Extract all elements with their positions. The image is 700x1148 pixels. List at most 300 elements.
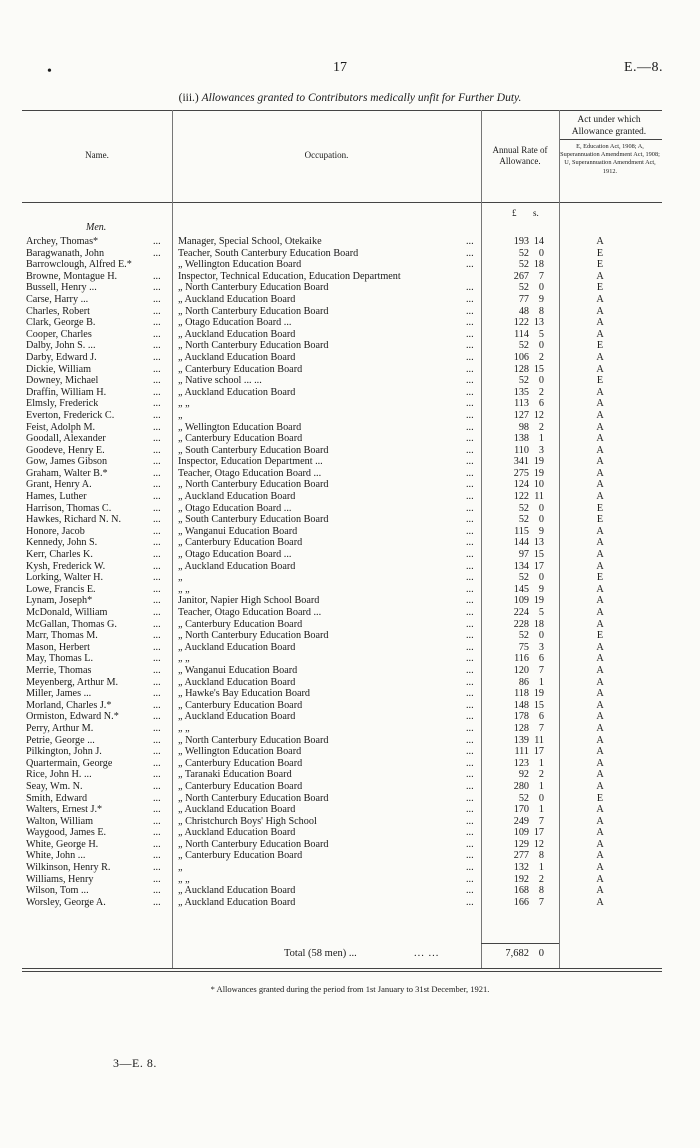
row-name-leader-dots: ... <box>153 421 161 433</box>
table-row <box>0 804 700 816</box>
row-pounds: 138 <box>513 433 529 445</box>
row-shillings: 19 <box>533 467 544 479</box>
row-pounds: 52 <box>518 282 529 294</box>
row-act: A <box>596 398 604 410</box>
row-shillings: 0 <box>538 514 544 526</box>
row-name-leader-dots: ... <box>153 444 161 456</box>
row-occupation: „ „ <box>178 583 190 595</box>
row-name: Bussell, Henry ... <box>26 282 97 294</box>
row-shillings: 0 <box>538 792 544 804</box>
row-act: A <box>596 815 604 827</box>
row-name: Honore, Jacob <box>26 525 85 537</box>
row-name: Downey, Michael <box>26 375 99 387</box>
row-act: E <box>596 792 604 804</box>
table-row <box>0 827 700 839</box>
row-shillings: 0 <box>538 340 544 352</box>
row-pounds: 52 <box>518 514 529 526</box>
row-shillings: 3 <box>538 444 544 456</box>
table-row <box>0 375 700 387</box>
row-shillings: 3 <box>538 641 544 653</box>
row-occupation: „ Canterbury Education Board <box>178 780 303 792</box>
row-pounds: 52 <box>518 340 529 352</box>
table-row <box>0 503 700 515</box>
table-row <box>0 456 700 468</box>
row-name: Perry, Arthur M. <box>26 722 94 734</box>
table-row <box>0 433 700 445</box>
row-shillings: 5 <box>538 328 544 340</box>
row-occupation: „ „ <box>178 398 190 410</box>
row-name-leader-dots: ... <box>153 560 161 572</box>
row-name-leader-dots: ... <box>153 688 161 700</box>
row-pounds: 122 <box>513 491 529 503</box>
row-name: Charles, Robert <box>26 305 90 317</box>
row-name-leader-dots: ... <box>153 769 161 781</box>
table-top-rule <box>22 110 662 111</box>
row-act: A <box>596 838 604 850</box>
caption-title: Allowances granted to Contributors medically unfit for Further Duty. <box>201 92 522 104</box>
row-name-leader-dots: ... <box>153 595 161 607</box>
row-name: Dalby, John S. ... <box>26 340 96 352</box>
row-pounds: 128 <box>513 722 529 734</box>
row-occupation: „ Auckland Education Board <box>178 676 296 688</box>
row-name-leader-dots: ... <box>153 630 161 642</box>
row-shillings: 0 <box>538 572 544 584</box>
row-name: Seay, Wm. N. <box>26 780 83 792</box>
row-shillings: 18 <box>533 259 544 271</box>
row-name-leader-dots: ... <box>153 676 161 688</box>
row-name: Miller, James ... <box>26 688 92 700</box>
row-occupation-leader-dots: ... <box>466 317 474 329</box>
row-pounds: 118 <box>514 688 529 700</box>
row-occupation-leader-dots: ... <box>466 595 474 607</box>
row-shillings: 18 <box>533 618 544 630</box>
row-pounds: 127 <box>513 409 529 421</box>
row-name-leader-dots: ... <box>153 792 161 804</box>
row-name-leader-dots: ... <box>153 850 161 862</box>
row-name-leader-dots: ... <box>153 618 161 630</box>
row-occupation: „ Wanganui Education Board <box>178 525 298 537</box>
row-name-leader-dots: ... <box>153 664 161 676</box>
row-pounds: 86 <box>518 676 529 688</box>
row-name: Waygood, James E. <box>26 827 107 839</box>
row-act: A <box>596 317 604 329</box>
row-occupation-leader-dots: ... <box>466 664 474 676</box>
row-shillings: 13 <box>533 317 544 329</box>
table-row <box>0 248 700 260</box>
row-occupation-leader-dots: ... <box>466 618 474 630</box>
row-name: Marr, Thomas M. <box>26 630 98 642</box>
row-name: McGallan, Thomas G. <box>26 618 117 630</box>
row-pounds: 224 <box>513 607 529 618</box>
row-shillings: 17 <box>533 827 544 839</box>
row-act: A <box>596 757 604 769</box>
row-name: Smith, Edward <box>26 792 88 804</box>
table-row <box>0 630 700 642</box>
row-pounds: 134 <box>513 560 529 572</box>
table-row <box>0 700 700 712</box>
row-occupation-leader-dots: ... <box>466 688 474 700</box>
table-row <box>0 549 700 561</box>
row-name-leader-dots: ... <box>153 838 161 850</box>
row-name: Walters, Ernest J.* <box>26 804 103 816</box>
row-shillings: 0 <box>538 282 544 294</box>
row-act: A <box>596 549 604 561</box>
table-row <box>0 758 700 770</box>
table-row <box>0 294 700 306</box>
row-name: White, George H. <box>26 838 99 850</box>
row-occupation: „ Wellington Education Board <box>178 259 302 271</box>
row-occupation: „ Hawke's Bay Education Board <box>178 688 310 700</box>
footnote: * Allowances granted during the period from 1st January to 31st December, 1921. <box>210 984 490 994</box>
row-name: Lowe, Francis E. <box>26 583 96 595</box>
table-row <box>0 398 700 410</box>
row-name-leader-dots: ... <box>153 804 161 816</box>
row-pounds: 52 <box>518 630 529 642</box>
row-pounds: 128 <box>513 363 529 375</box>
row-occupation: „ Otago Education Board ... <box>178 317 292 329</box>
row-name: Graham, Walter B.* <box>26 467 108 479</box>
row-name: Hawkes, Richard N. N. <box>26 514 122 526</box>
table-bottom-rule <box>22 968 662 969</box>
row-name-leader-dots: ... <box>153 815 161 827</box>
row-name-leader-dots: ... <box>153 351 161 363</box>
row-act: A <box>596 595 604 607</box>
row-occupation-leader-dots: ... <box>466 676 474 688</box>
row-shillings: 7 <box>538 664 544 676</box>
table-row <box>0 619 700 631</box>
row-pounds: 122 <box>513 317 529 329</box>
row-name-leader-dots: ... <box>153 363 161 375</box>
row-shillings: 13 <box>533 537 544 549</box>
row-name-leader-dots: ... <box>153 885 161 897</box>
row-pounds: 280 <box>513 780 529 792</box>
act-header-line2: Allowance granted. <box>571 127 647 137</box>
row-name-leader-dots: ... <box>153 653 161 665</box>
row-shillings: 19 <box>533 595 544 607</box>
row-pounds: 168 <box>513 885 529 897</box>
row-act: A <box>596 236 604 247</box>
row-name: Grant, Henry A. <box>26 479 92 491</box>
row-occupation-leader-dots: ... <box>466 502 474 514</box>
row-occupation: „ Auckland Education Board <box>178 491 296 503</box>
row-occupation: Inspector, Technical Education, Education Department <box>178 270 401 282</box>
row-pounds: 52 <box>518 259 529 271</box>
row-name-leader-dots: ... <box>153 398 161 410</box>
row-name-leader-dots: ... <box>153 317 161 329</box>
row-occupation: „ Canterbury Education Board <box>178 850 303 862</box>
row-occupation-leader-dots: ... <box>466 491 474 503</box>
row-name: Lynam, Joseph* <box>26 595 93 607</box>
row-name-leader-dots: ... <box>153 409 161 421</box>
row-pounds: 277 <box>513 850 529 862</box>
row-act: A <box>596 873 604 885</box>
row-name-leader-dots: ... <box>153 780 161 792</box>
row-pounds: 135 <box>513 386 529 398</box>
row-name: Barrowclough, Alfred E.* <box>26 259 132 271</box>
row-name: Cooper, Charles <box>26 328 92 340</box>
row-name-leader-dots: ... <box>153 862 161 874</box>
row-act: A <box>596 583 604 595</box>
column-header-act <box>560 114 658 138</box>
table-row <box>0 735 700 747</box>
row-name: Kerr, Charles K. <box>26 549 93 561</box>
row-name-leader-dots: ... <box>153 583 161 595</box>
row-shillings: 15 <box>533 363 544 375</box>
row-act: A <box>596 688 604 700</box>
row-name: Clark, George B. <box>26 317 96 329</box>
row-occupation-leader-dots: ... <box>466 421 474 433</box>
row-shillings: 2 <box>538 421 544 433</box>
row-pounds: 341 <box>513 456 529 468</box>
total-shillings: 0 <box>538 948 544 959</box>
footnote-rule <box>22 971 662 972</box>
row-name: Worsley, George A. <box>26 896 106 908</box>
row-act: A <box>596 850 604 862</box>
row-occupation: Janitor, Napier High School Board <box>178 595 320 607</box>
row-name: Merrie, Thomas <box>26 664 92 676</box>
row-shillings: 17 <box>533 560 544 572</box>
row-pounds: 275 <box>513 467 529 479</box>
row-occupation-leader-dots: ... <box>466 699 474 711</box>
row-name-leader-dots: ... <box>153 896 161 908</box>
section-label: Men. <box>86 222 107 233</box>
row-occupation: „ <box>178 572 183 584</box>
row-occupation: „ Wanganui Education Board <box>178 664 298 676</box>
row-pounds: 123 <box>513 757 529 769</box>
row-occupation-leader-dots: ... <box>466 722 474 734</box>
row-name-leader-dots: ... <box>153 433 161 445</box>
row-shillings: 11 <box>534 491 544 503</box>
row-act: A <box>596 862 604 874</box>
row-pounds: 52 <box>518 572 529 584</box>
row-name-leader-dots: ... <box>153 375 161 387</box>
row-name-leader-dots: ... <box>153 305 161 317</box>
row-occupation-leader-dots: ... <box>466 293 474 305</box>
table-row <box>0 340 700 352</box>
row-occupation: Inspector, Education Department ... <box>178 456 323 468</box>
row-name-leader-dots: ... <box>153 479 161 491</box>
row-name-leader-dots: ... <box>153 456 161 468</box>
column-header-rate <box>481 145 559 167</box>
row-occupation-leader-dots: ... <box>466 444 474 456</box>
row-name: Archey, Thomas* <box>26 236 99 247</box>
row-pounds: 109 <box>513 595 529 607</box>
row-occupation: „ Auckland Education Board <box>178 293 296 305</box>
row-name: Lorking, Walter H. <box>26 572 104 584</box>
row-shillings: 6 <box>538 653 544 665</box>
row-pounds: 109 <box>513 827 529 839</box>
row-occupation: „ South Canterbury Education Board <box>178 514 329 526</box>
row-occupation-leader-dots: ... <box>466 363 474 375</box>
row-act: E <box>596 375 604 387</box>
table-row <box>0 897 700 909</box>
row-occupation: „ Auckland Education Board <box>178 641 296 653</box>
table-row <box>0 839 700 851</box>
row-occupation-leader-dots: ... <box>466 838 474 850</box>
row-pounds: 92 <box>518 769 529 781</box>
row-name-leader-dots: ... <box>153 525 161 537</box>
table-row <box>0 526 700 538</box>
row-occupation: „ North Canterbury Education Board <box>178 340 329 352</box>
table-row <box>0 642 700 654</box>
row-occupation: „ Taranaki Education Board <box>178 769 292 781</box>
row-name: Morland, Charles J.* <box>26 699 112 711</box>
row-shillings: 9 <box>538 583 544 595</box>
row-act: A <box>596 607 604 618</box>
row-occupation: „ North Canterbury Education Board <box>178 838 329 850</box>
row-name: Kennedy, John S. <box>26 537 98 549</box>
row-pounds: 106 <box>513 351 529 363</box>
row-act: E <box>596 572 604 584</box>
row-occupation-leader-dots: ... <box>466 537 474 549</box>
row-pounds: 113 <box>514 398 529 410</box>
row-shillings: 1 <box>538 804 544 816</box>
row-shillings: 10 <box>533 479 544 491</box>
row-occupation: „ Auckland Education Board <box>178 804 296 816</box>
row-act: A <box>596 804 604 816</box>
row-name-leader-dots: ... <box>153 873 161 885</box>
row-name: White, John ... <box>26 850 86 862</box>
row-name: Mason, Herbert <box>26 641 90 653</box>
row-name-leader-dots: ... <box>153 699 161 711</box>
row-act: A <box>596 780 604 792</box>
row-name: Meyenberg, Arthur M. <box>26 676 119 688</box>
row-occupation-leader-dots: ... <box>466 433 474 445</box>
row-occupation-leader-dots: ... <box>466 560 474 572</box>
row-name: Harrison, Thomas C. <box>26 502 112 514</box>
row-act: A <box>596 479 604 491</box>
row-occupation-leader-dots: ... <box>466 815 474 827</box>
row-act: A <box>596 525 604 537</box>
row-name-leader-dots: ... <box>153 757 161 769</box>
row-name: Walton, William <box>26 815 94 827</box>
row-occupation-leader-dots: ... <box>466 583 474 595</box>
table-row <box>0 711 700 723</box>
column-header-occupation: Occupation. <box>304 150 349 160</box>
row-name: Wilkinson, Henry R. <box>26 862 111 874</box>
row-occupation: „ North Canterbury Education Board <box>178 282 329 294</box>
table-row <box>0 445 700 457</box>
row-occupation: „ Canterbury Education Board <box>178 618 303 630</box>
row-name: Kysh, Frederick W. <box>26 560 106 572</box>
row-shillings: 2 <box>538 351 544 363</box>
row-shillings: 1 <box>538 862 544 874</box>
row-name: McDonald, William <box>26 607 108 618</box>
row-shillings: 8 <box>538 885 544 897</box>
row-act: A <box>596 734 604 746</box>
row-pounds: 139 <box>513 734 529 746</box>
row-occupation-leader-dots: ... <box>466 896 474 908</box>
row-act: E <box>596 514 604 526</box>
row-pounds: 52 <box>518 247 529 259</box>
row-name: Williams, Henry <box>26 873 94 885</box>
page-bullet: • <box>47 64 52 79</box>
row-occupation-leader-dots: ... <box>466 375 474 387</box>
row-pounds: 97 <box>518 549 529 561</box>
caption-number: (iii.) <box>178 92 199 104</box>
row-occupation-leader-dots: ... <box>466 780 474 792</box>
row-occupation-leader-dots: ... <box>466 259 474 271</box>
row-shillings: 14 <box>533 236 544 247</box>
row-act: E <box>596 259 604 271</box>
row-occupation-leader-dots: ... <box>466 549 474 561</box>
row-act: A <box>596 618 604 630</box>
row-act: A <box>596 896 604 908</box>
row-act: A <box>596 328 604 340</box>
row-occupation-leader-dots: ... <box>466 236 474 247</box>
row-pounds: 115 <box>514 525 529 537</box>
row-occupation: „ Auckland Education Board <box>178 386 296 398</box>
row-act: A <box>596 305 604 317</box>
row-pounds: 228 <box>513 618 529 630</box>
row-act: A <box>596 351 604 363</box>
row-shillings: 9 <box>538 525 544 537</box>
row-pounds: 114 <box>514 328 529 340</box>
table-row <box>0 259 700 271</box>
table-row <box>0 317 700 329</box>
row-shillings: 2 <box>538 873 544 885</box>
row-name-leader-dots: ... <box>153 328 161 340</box>
row-pounds: 170 <box>513 804 529 816</box>
row-name-leader-dots: ... <box>153 572 161 584</box>
table-row <box>0 862 700 874</box>
row-act: A <box>596 386 604 398</box>
row-pounds: 178 <box>513 711 529 723</box>
table-row <box>0 352 700 364</box>
row-shillings: 0 <box>538 630 544 642</box>
table-row <box>0 723 700 735</box>
row-shillings: 0 <box>538 502 544 514</box>
row-pounds: 98 <box>518 421 529 433</box>
row-act: A <box>596 711 604 723</box>
row-name-leader-dots: ... <box>153 514 161 526</box>
row-occupation: „ North Canterbury Education Board <box>178 792 329 804</box>
row-name-leader-dots: ... <box>153 711 161 723</box>
row-name: Goodall, Alexander <box>26 433 106 445</box>
row-occupation: „ North Canterbury Education Board <box>178 305 329 317</box>
row-occupation: „ Canterbury Education Board <box>178 363 303 375</box>
row-occupation: „ <box>178 409 183 421</box>
row-shillings: 7 <box>538 815 544 827</box>
row-shillings: 2 <box>538 769 544 781</box>
row-occupation: „ Otago Education Board ... <box>178 549 292 561</box>
row-pounds: 144 <box>513 537 529 549</box>
row-occupation: „ Canterbury Education Board <box>178 757 303 769</box>
row-name: Ormiston, Edward N.* <box>26 711 119 723</box>
row-occupation: „ Auckland Education Board <box>178 560 296 572</box>
row-act: E <box>596 502 604 514</box>
table-row <box>0 468 700 480</box>
row-name: Rice, John H. ... <box>26 769 92 781</box>
row-occupation-leader-dots: ... <box>466 653 474 665</box>
rate-header-line2: Allowance. <box>499 156 541 166</box>
row-name-leader-dots: ... <box>153 247 161 259</box>
row-name: Gow, James Gibson <box>26 456 108 468</box>
row-act: E <box>596 282 604 294</box>
row-pounds: 166 <box>513 896 529 908</box>
table-row <box>0 769 700 781</box>
row-name: Goodeve, Henry E. <box>26 444 105 456</box>
table-row <box>0 537 700 549</box>
row-occupation-leader-dots: ... <box>466 351 474 363</box>
row-occupation: „ „ <box>178 722 190 734</box>
table-row <box>0 329 700 341</box>
row-pounds: 145 <box>513 583 529 595</box>
row-name: Darby, Edward J. <box>26 351 97 363</box>
row-name: Pilkington, John J. <box>26 746 102 758</box>
row-occupation-leader-dots: ... <box>466 572 474 584</box>
row-shillings: 7 <box>538 722 544 734</box>
